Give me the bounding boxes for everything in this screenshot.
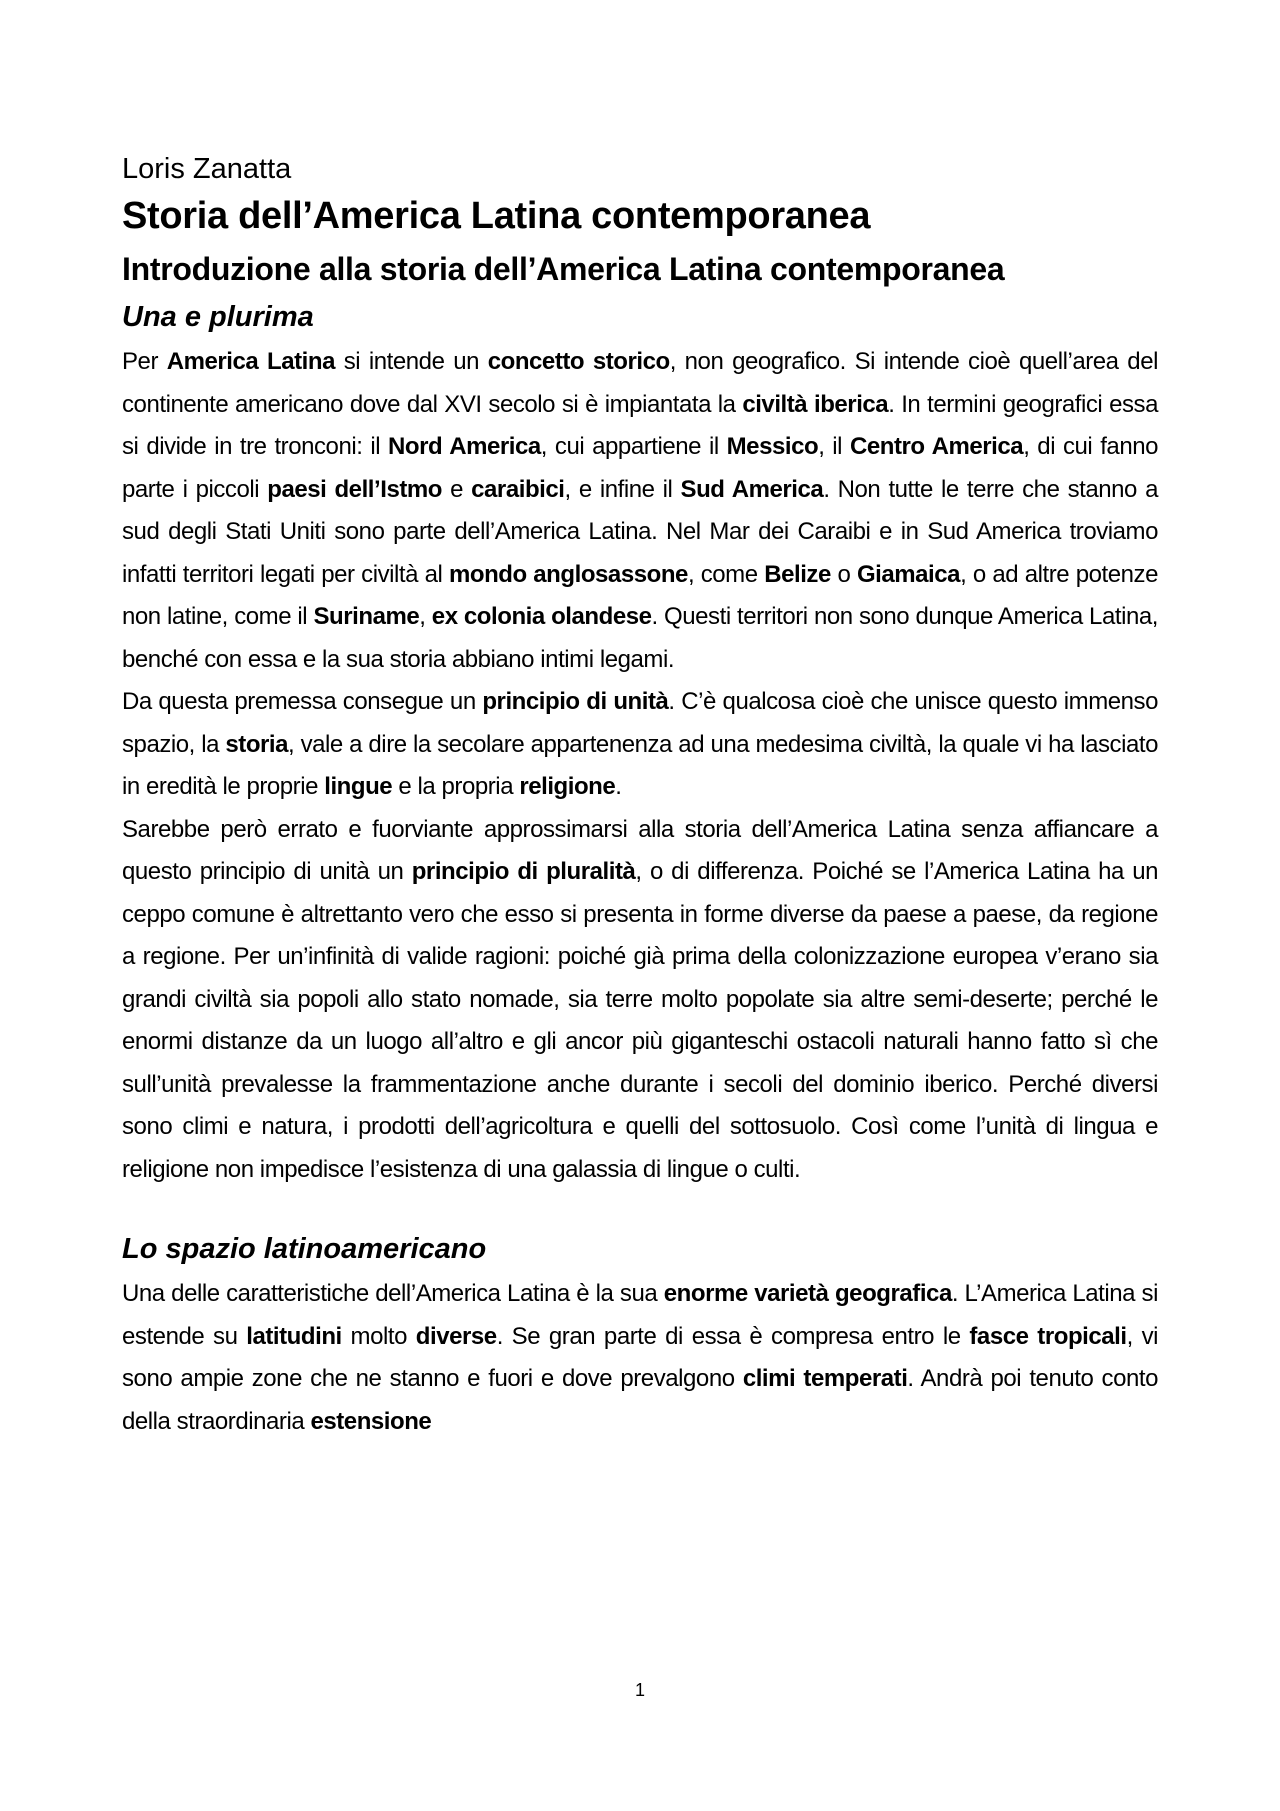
text-run: . L’America Latina si estende su [122, 1280, 1158, 1350]
text-run: Per [122, 348, 167, 376]
paragraph [122, 1273, 1158, 1443]
text-run: o [830, 560, 857, 588]
bold-text: Suriname [313, 603, 420, 631]
paragraph [122, 809, 1158, 1192]
text-run: , e infine il [564, 475, 681, 503]
text-run: , come [687, 560, 765, 588]
bold-text: Centro America [849, 433, 1024, 461]
page-number: 1 [634, 1680, 645, 1700]
text-run: , di cui fanno parte i piccoli [122, 433, 1159, 503]
bold-text: fasce tropicali [969, 1322, 1127, 1350]
bold-text: latitudini [246, 1322, 342, 1350]
text-run: . In termini geografici essa si divide in tre tronconi: il [122, 390, 1158, 461]
text-run: Una delle caratteristiche dell’America Latina è la sua [122, 1280, 664, 1308]
text-run: e la propria [392, 773, 520, 801]
text-run: . Questi territori non sono dunque America Latina, benché con essa e la sua storia abbiano intimi legami. [122, 603, 1158, 673]
section-una-e-plurima [122, 299, 1158, 1191]
bold-text: Giamaica [856, 560, 961, 588]
bold-text: principio di pluralità [411, 858, 636, 886]
bold-text: concetto storico [487, 348, 670, 376]
text-run: . [615, 773, 622, 801]
bold-text: paesi dell’Istmo [267, 475, 442, 503]
text-run: . C’è qualcosa cioè che unisce questo immenso spazio, la [122, 688, 1158, 758]
text-run: si intende un [335, 348, 488, 376]
text-run: , o di differenza. Poiché se l’America Latina ha un ceppo comune è altrettanto vero che esso si presenta in forme diverse da paese a paese, da regione a regione. Per un’infinità di valide ragioni: poiché già prima della colonizzazione europea v’erano sia grandi civiltà sia popoli allo stato nomade, sia terre molto popolate sia altre semi-deserte; perché le enormi distanze da un luogo all’altro e gli ancor più giganteschi ostacoli naturali hanno fatto sì che sull’unità prevalesse la frammentazione anche durante i secoli del dominio iberico. Perché diversi sono climi e natura, i prodotti dell’agricoltura e quelli del sottosuolo. Così come l’unità di lingua e religione non impedisce l’esistenza di una galassia di lingue o culti. [122, 858, 1159, 1183]
text-run: , vale a dire la secolare appartenenza ad una medesima civiltà, la quale vi ha lasciato in eredità le proprie [122, 730, 1159, 801]
text-run: e [442, 475, 472, 503]
bold-text: lingue [324, 773, 393, 801]
text-run: . Non tutte le terre che stanno a sud degli Stati Uniti sono parte dell’America Latina. Nel Mar dei Caraibi e in Sud America troviamo infatti territori legati per civiltà al [122, 475, 1158, 588]
bold-text: America Latina [166, 348, 336, 376]
bold-text: civiltà iberica [742, 390, 889, 418]
document-subtitle: Introduzione alla storia dell’America Latina contemporanea [122, 251, 1005, 288]
section-heading: Una e plurima [122, 300, 314, 333]
text-run: molto [341, 1322, 416, 1350]
bold-text: diverse [415, 1322, 497, 1350]
text-run: , o ad altre potenze non latine, come il [122, 560, 1158, 631]
bold-text: enorme varietà geografica [663, 1280, 952, 1308]
author-name: Loris Zanatta [122, 153, 292, 185]
document-page [122, 152, 1158, 1443]
bold-text: Nord America [388, 433, 541, 461]
text-run: Da questa premessa consegue un [122, 688, 483, 716]
bold-text: ex colonia olandese [431, 603, 652, 631]
text-run: , vi sono ampie zone che ne stanno e fuori e dove prevalgono [122, 1322, 1159, 1393]
bold-text: religione [519, 773, 616, 801]
text-run: , non geografico. Si intende cioè quell’area del continente americano dove dal XVI secolo si è impiantata la [122, 348, 1158, 418]
text-run: . Se gran parte di essa è compresa entro le [496, 1322, 970, 1350]
text-run: Sarebbe però errato e fuorviante approssimarsi alla storia dell’America Latina senza affiancare a questo principio di unità un [122, 815, 1158, 886]
section-heading: Lo spazio latinoamericano [122, 1233, 487, 1266]
bold-text: Messico [726, 433, 819, 461]
bold-text: Belize [764, 560, 831, 588]
paragraph [122, 681, 1158, 809]
text-run: , il [818, 433, 850, 461]
bold-text: storia [225, 730, 289, 758]
text-run: , cui appartiene il [540, 433, 727, 461]
bold-text: climi temperati [742, 1365, 908, 1393]
bold-text: caraibici [471, 475, 565, 503]
section-lo-spazio-latinoamericano [122, 1231, 1158, 1443]
text-run: , [419, 603, 432, 631]
text-run: . Andrà poi tenuto conto della straordinaria [122, 1365, 1158, 1435]
bold-text: mondo anglosassone [448, 560, 688, 588]
bold-text: Sud America [680, 475, 824, 503]
bold-text: estensione [310, 1407, 432, 1435]
paragraph [122, 341, 1158, 681]
bold-text: principio di unità [482, 688, 669, 716]
document-title: Storia dell’America Latina contemporanea [122, 194, 871, 237]
